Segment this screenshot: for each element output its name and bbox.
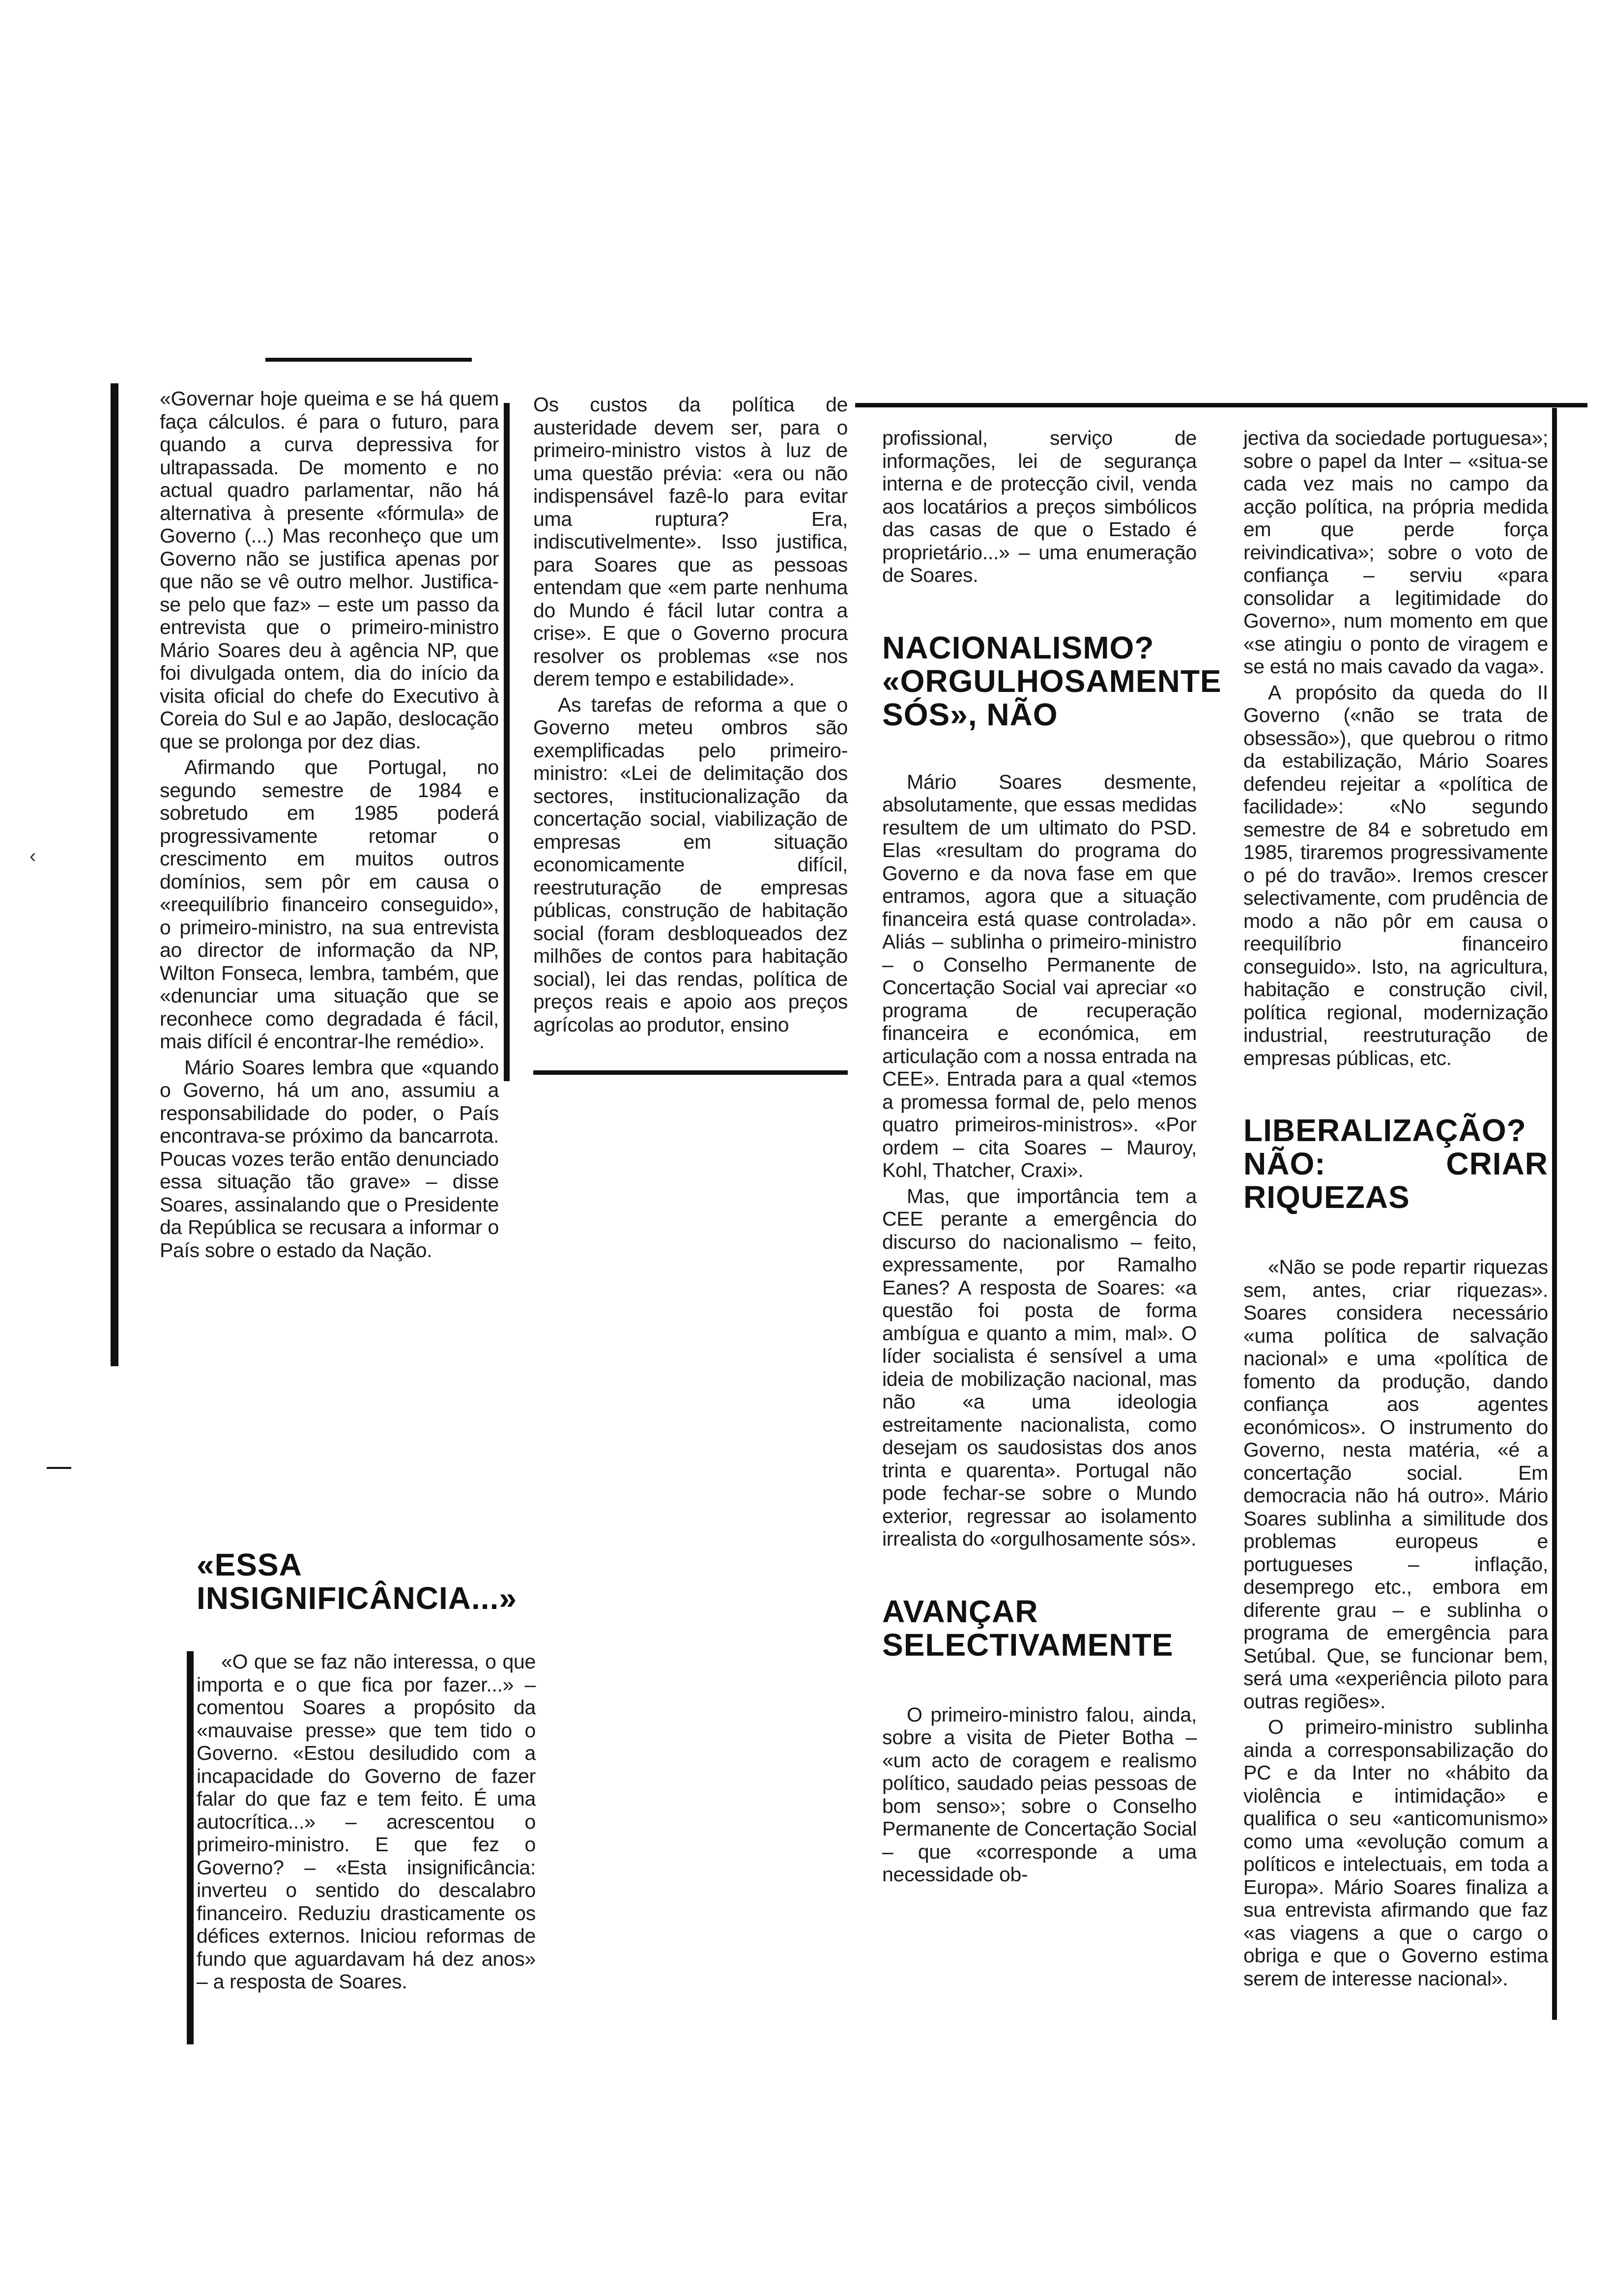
section-headline: LIBERALIZAÇÃO? NÃO: CRIAR RIQUEZAS	[1243, 1113, 1548, 1215]
paragraph: «O que se faz não interessa, o que importa e o que fica por fazer...» – comentou Soares a propósito da «mauvaise presse» que tem tido o Governo. «Estou desiludido com a incapacidade do Governo de fazer falar do que faz e tem feito. É uma autocrítica...» – acrescentou o primeiro-ministro. E que fez o Governo? – «Esta insignificância: inverteu o sentido do descalabro financeiro. Reduziu drasticamente os défices externos. Iniciou reformas de fundo que aguardavam há dez anos» – a resposta de Soares.	[197, 1650, 536, 1993]
paragraph: As tarefas de reforma a que o Governo meteu ombros são exemplificadas pelo primeiro-ministro: «Lei de delimitação dos sectores, institucionalização da concertação social, viabilização de empresas em situação economicamente difícil, reestruturação de empresas públicas, construção de habitação social (foram desbloqueados dez milhões de contos para habitação social), lei das rendas, política de preços reais e apoio aos preços agrícolas ao produtor, ensino	[533, 693, 848, 1036]
paragraph: O primeiro-ministro sublinha ainda a corresponsabilização do PC e da Inter no «hábito da violência e intimidação» e qualifica o seu «anticomunismo» como uma «evolução comum a políticos e intelectuais, em toda a Europa». Mário Soares finaliza a sua entrevista afirmando que faz «as viagens a que o cargo o obriga e que o Governo estima serem de interesse nacional».	[1243, 1716, 1548, 1990]
left-edge-rule-lower	[187, 1651, 194, 2044]
left-edge-rule	[111, 383, 118, 1366]
section-headline: «ESSA INSIGNIFICÂNCIA...»	[197, 1547, 517, 1616]
column-3	[882, 427, 1222, 1889]
top-rule-right	[855, 403, 1587, 407]
margin-dash	[47, 1467, 71, 1469]
col2-left-rule	[504, 403, 510, 1081]
margin-mark: ‹	[29, 845, 36, 867]
column-1	[160, 387, 499, 1264]
paragraph: Afirmando que Portugal, no segundo semestre de 1984 e sobretudo em 1985 poderá progressivamente retomar o crescimento em muitos outros domínios, sem pôr em causa o «reequilíbrio financeiro conseguido», o primeiro-ministro, na sua entrevista ao director de informação da NP, Wilton Fonseca, lembra, também, que «denunciar uma situação que se reconhece como degradada é fácil, mais difícil é encontrar-lhe remédio».	[160, 756, 499, 1053]
paragraph: Mário Soares desmente, absolutamente, que essas medidas resultem de um ultimato do PSD. Elas «resultam do programa do Governo e da nova fase em que entramos, agora que a situação financeira está quase controlada». Aliás – sublinha o primeiro-ministro – o Conselho Permanente de Concertação Social vai apreciar «o programa de recuperação financeira e económica, em articulação com a nossa entrada na CEE». Entrada para a qual «temos a promessa formal de, pelo menos quatro primeiros-ministros». «Por ordem – cita Soares – Mauroy, Kohl, Thatcher, Craxi».	[882, 770, 1197, 1181]
column-4	[1243, 427, 1548, 1993]
top-rule-left	[265, 358, 472, 362]
paragraph: Mário Soares lembra que «quando o Governo, há um ano, assumiu a responsabilidade do poder, o País encontrava-se próximo da bancarrota. Poucas vozes terão então denunciado essa situação tão grave» – disse Soares, assinalando que o Presidente da República se recusara a informar o País sobre o estado da Nação.	[160, 1056, 499, 1262]
column-2	[533, 393, 848, 1039]
col2-bottom-rule	[533, 1070, 848, 1075]
right-edge-rule	[1552, 408, 1557, 2020]
paragraph: jectiva da sociedade portuguesa»; sobre o papel da Inter – «situa-se cada vez mais no campo da acção política, na própria medida em que perde força reivindicativa»; sobre o voto de confiança – serviu «para consolidar a legitimidade do Governo», num momento em que «se atingiu o ponto de viragem e se está no mais cavado da vaga».	[1243, 427, 1548, 678]
section-headline: AVANÇAR SELECTIVAMENTE	[882, 1593, 1174, 1663]
paragraph: A propósito da queda do II Governo («não se trata de obsessão»), que quebrou o ritmo da estabilização, Mário Soares defendeu rejeitar a «política de facilidade»: «No segundo semestre de 84 e sobretudo em 1985, tiraremos progressivamente o pé do travão». Iremos crescer selectivamente, com prudência de modo a não pôr em causa o reequilíbrio financeiro conseguido». Isto, na agricultura, habitação e construção civil, política regional, modernização industrial, reestruturação de empresas públicas, etc.	[1243, 681, 1548, 1069]
paragraph: «Governar hoje queima e se há quem faça cálculos. é para o futuro, para quando a curva depressiva for ultrapassada. De momento e no actual quadro parlamentar, não há alternativa à presente «fórmula» de Governo (...) Mas reconheço que um Governo não se justifica apenas por que não se vê outro melhor. Justifica-se pelo que faz» – este um passo da entrevista que o primeiro-ministro Mário Soares deu à agência NP, que foi divulgada ontem, dia do início da visita oficial do chefe do Executivo à Coreia do Sul e ao Japão, deslocação que se prolonga por dez dias.	[160, 387, 499, 753]
section-headline: NACIONALISMO? «ORGULHOSAMENTE SÓS», NÃO	[882, 630, 1222, 732]
paragraph: O primeiro-ministro falou, ainda, sobre a visita de Pieter Botha – «um acto de coragem e realismo político, saudado peias pessoas de bom senso»; sobre o Conselho Permanente de Concertação Social – que «corresponde a uma necessidade ob-	[882, 1703, 1197, 1886]
paragraph: Mas, que importância tem a CEE perante a emergência do discurso do nacionalismo – feito, expressamente, por Ramalho Eanes? A resposta de Soares: «a questão foi posta de forma ambígua e quanto a mim, mal». O líder socialista é sensível a uma ideia de mobilização nacional, mas não «a uma ideologia estreitamente nacionalista, como desejam os saudosistas dos anos trinta e quarenta». Portugal não pode fechar-se sobre o Mundo exterior, regressar ao isolamento irrealista do «orgulhosamente sós».	[882, 1184, 1197, 1550]
insignificance-section	[197, 1548, 536, 1996]
paragraph: Os custos da política de austeridade devem ser, para o primeiro-ministro vistos à luz de uma questão prévia: «era ou não indispensável fazê-lo para evitar uma ruptura? Era, indiscutivelmente». Isso justifica, para Soares que as pessoas entendam que «em parte nenhuma do Mundo é fácil lutar contra a crise». E que o Governo procura resolver os problemas «se nos derem tempo e estabilidade».	[533, 393, 848, 690]
paragraph: profissional, serviço de informações, lei de segurança interna e de protecção civil, venda aos locatários a preços simbólicos das casas de que o Estado é proprietário...» – uma enumeração de Soares.	[882, 427, 1197, 586]
paragraph: «Não se pode repartir riquezas sem, antes, criar riquezas». Soares considera necessário «uma política de salvação nacional» e uma «política de fomento da produção, dando confiança aos agentes económicos». O instrumento do Governo, nesta matéria, «é a concertação social. Em democracia não há outro». Mário Soares sublinha a similitude dos problemas europeus e portugueses – inflação, desemprego etc., embora em diferente grau – e sublinha o programa de emergência para Setúbal. Que, se funcionar bem, será uma «experiência piloto para outras regiões».	[1243, 1256, 1548, 1713]
